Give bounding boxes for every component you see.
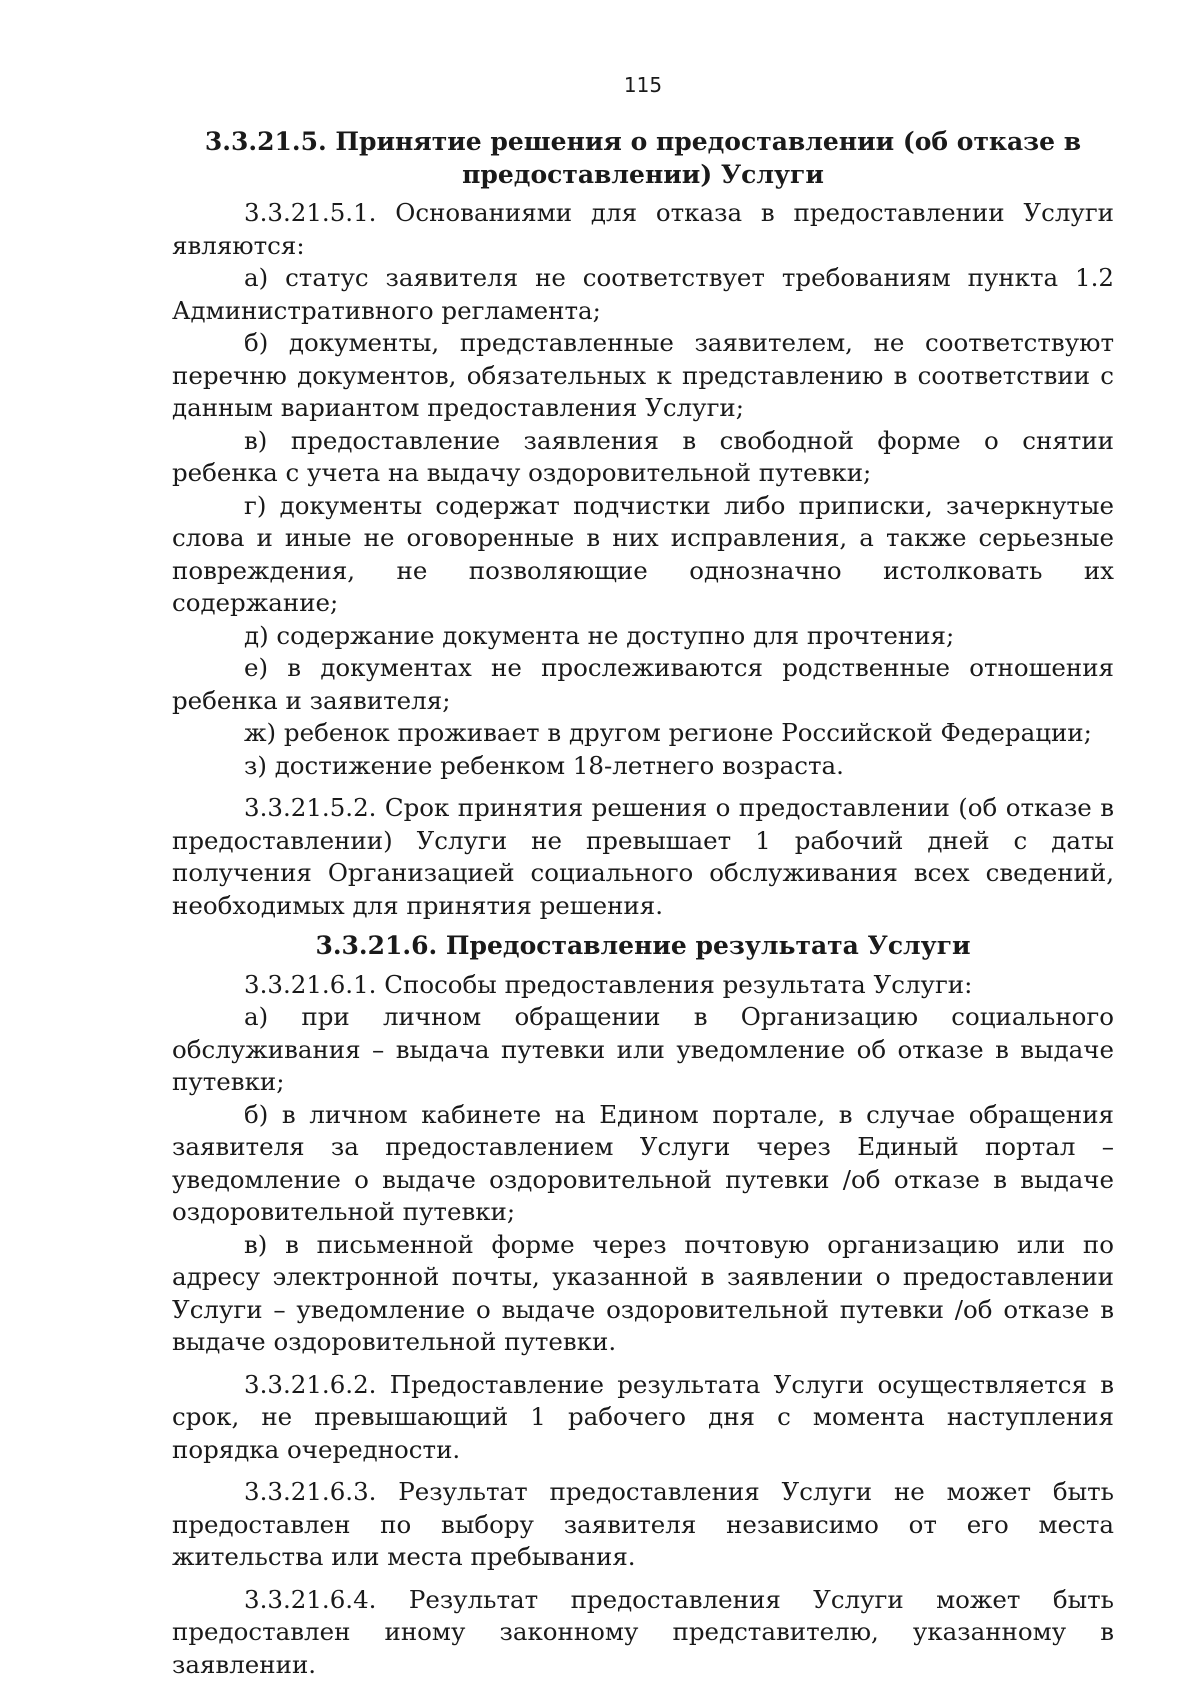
- list-item-g: г) документы содержат подчистки либо приписки, зачеркнутые слова и иные не оговоренные в них исправления, а также серьезные повреждения, не позволяющие однозначно истолковать их содержание;: [172, 490, 1114, 617]
- section-heading-3-3-21-6: 3.3.21.6. Предоставление результата Услуги: [315, 931, 971, 960]
- paragraph-3-3-21-6-4: 3.3.21.6.4. Результат предоставления Услуги может быть предоставлен иному законному представителю, указанному в заявлении.: [172, 1584, 1114, 1679]
- paragraph-3-3-21-5-2: 3.3.21.5.2. Срок принятия решения о предоставлении (об отказе в предоставлении) Услуги не превышает 1 рабочий дней с даты получения Организацией социального обслуживания всех сведений, необходимых для принятия решения.: [172, 793, 1114, 920]
- section-heading-3-3-21-5: [172, 126, 1114, 191]
- list-item-e: е) в документах не прослеживаются родственные отношения ребенка и заявителя;: [172, 653, 1114, 715]
- list-item-z: з) достижение ребенком 18-летнего возраста.: [244, 750, 844, 780]
- list-item-a-result: а) при личном обращении в Организацию социального обслуживания – выдача путевки или уведомление об отказе в выдаче путевки;: [172, 1002, 1114, 1096]
- list-item-v: в) предоставление заявления в свободной форме о снятии ребенка с учета на выдачу оздоровительной путевки;: [172, 425, 1114, 487]
- list-item-a: а) статус заявителя не соответствует требованиям пункта 1.2 Административного регламента;: [172, 263, 1114, 325]
- paragraph-3-3-21-6-2: 3.3.21.6.2. Предоставление результата Услуги осуществляется в срок, не превышающий 1 рабочего дня с момента наступления порядка очередности.: [172, 1369, 1114, 1464]
- paragraph-3-3-21-5-1: 3.3.21.5.1. Основаниями для отказа в предоставлении Услуги являются:: [172, 198, 1114, 260]
- document-body: [172, 126, 1114, 1681]
- list-item-v-result: в) в письменной форме через почтовую организацию или по адресу электронной почты, указанной в заявлении о предоставлении Услуги – уведомление о выдаче оздоровительной путевки /об отказе в выдаче оздоровительной путевки.: [172, 1229, 1114, 1356]
- list-item-b-result: б) в личном кабинете на Едином портале, в случае обращения заявителя за предоставлением Услуги через Единый портал – уведомление о выдаче оздоровительной путевки /об отказе в выдаче оздоровительной путевки;: [172, 1099, 1114, 1226]
- section-heading-line-1: 3.3.21.5. Принятие решения о предоставлении (об отказе в: [204, 127, 1082, 156]
- section-heading-line-2: предоставлении) Услуги: [462, 159, 824, 189]
- page-number: 115: [623, 73, 663, 97]
- list-item-d: д) содержание документа не доступно для прочтения;: [244, 620, 955, 650]
- list-item-b: б) документы, представленные заявителем, не соответствуют перечню документов, обязательных к представлению в соответствии с данным вариантом предоставления Услуги;: [172, 328, 1114, 422]
- list-item-zh: ж) ребенок проживает в другом регионе Российской Федерации;: [244, 718, 1092, 747]
- paragraph-3-3-21-6-1: 3.3.21.6.1. Способы предоставления результата Услуги:: [244, 969, 973, 999]
- paragraph-3-3-21-6-3: 3.3.21.6.3. Результат предоставления Услуги не может быть предоставлен по выбору заявителя независимо от его места жительства или места пребывания.: [172, 1477, 1114, 1571]
